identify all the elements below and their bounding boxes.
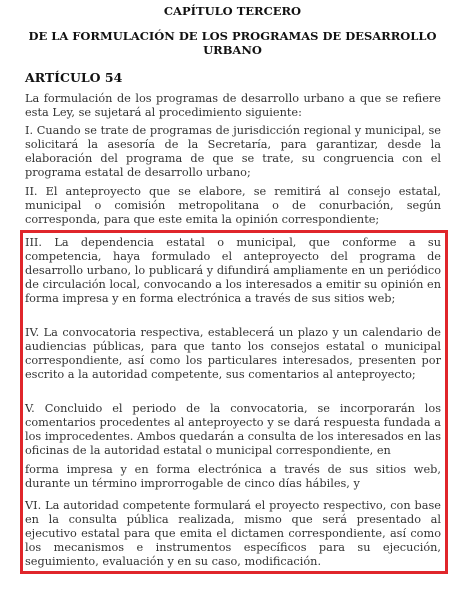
paragraph-i: I. Cuando se trate de programas de jurisdicción regional y municipal, se solicitará la asesoría de la Secretaría, para garantizar, desde la elaboración del programa de que se trate, su congruencia con el programa estatal de desarrollo urbano; — [25, 124, 441, 179]
chapter-subtitle: DE LA FORMULACIÓN DE LOS PROGRAMAS DE DESARROLLO URBANO — [28, 29, 437, 57]
paragraph-vi: VI. La autoridad competente formulará el proyecto respectivo, con base en la consulta pública realizada, mismo que será presentado al ejecutivo estatal para que emita el dictamen correspondiente, así como los mecanismos e instrumentos específicos para su ejecución, seguimiento, evaluación y en su caso, modificación. — [25, 499, 441, 568]
paragraph-iv: IV. La convocatoria respectiva, establecerá un plazo y un calendario de audiencias públicas, para que tanto los consejos estatal o municipal correspondiente, así como los particulares interesados, presenten por escrito a la autoridad competente, sus comentarios al anteproyecto; — [25, 326, 441, 381]
paragraph-v: V. Concluido el periodo de la convocatoria, se incorporarán los comentarios procedentes al anteproyecto y se dará respuesta fundada a los improcedentes. Ambos quedarán a consulta de los interesados en las oficinas de la autoridad estatal o municipal correspondiente, en — [25, 402, 441, 457]
paragraph-v-continued: forma impresa y en forma electrónica a través de sus sitios web, durante un término improrrogable de cinco días hábiles, y — [25, 463, 441, 490]
paragraph-intro: La formulación de los programas de desarrollo urbano a que se refiere esta Ley, se sujetará al procedimiento siguiente: — [25, 92, 441, 119]
paragraph-ii: II. El anteproyecto que se elabore, se remitirá al consejo estatal, municipal o comisión metropolitana o de conurbación, según corresponda, para que este emita la opinión correspondiente; — [25, 185, 441, 226]
article-heading: ARTÍCULO 54 — [25, 70, 123, 85]
chapter-title: CAPÍTULO TERCERO — [163, 4, 302, 18]
paragraph-iii: III. La dependencia estatal o municipal, que conforme a su competencia, haya formulado el anteproyecto del programa de desarrollo urbano, lo publicará y difundirá ampliamente en un periódico de circulación local, convocando a los interesados a emitir su opinión en forma impresa y en forma electrónica a través de sus sitios web; — [25, 236, 441, 305]
